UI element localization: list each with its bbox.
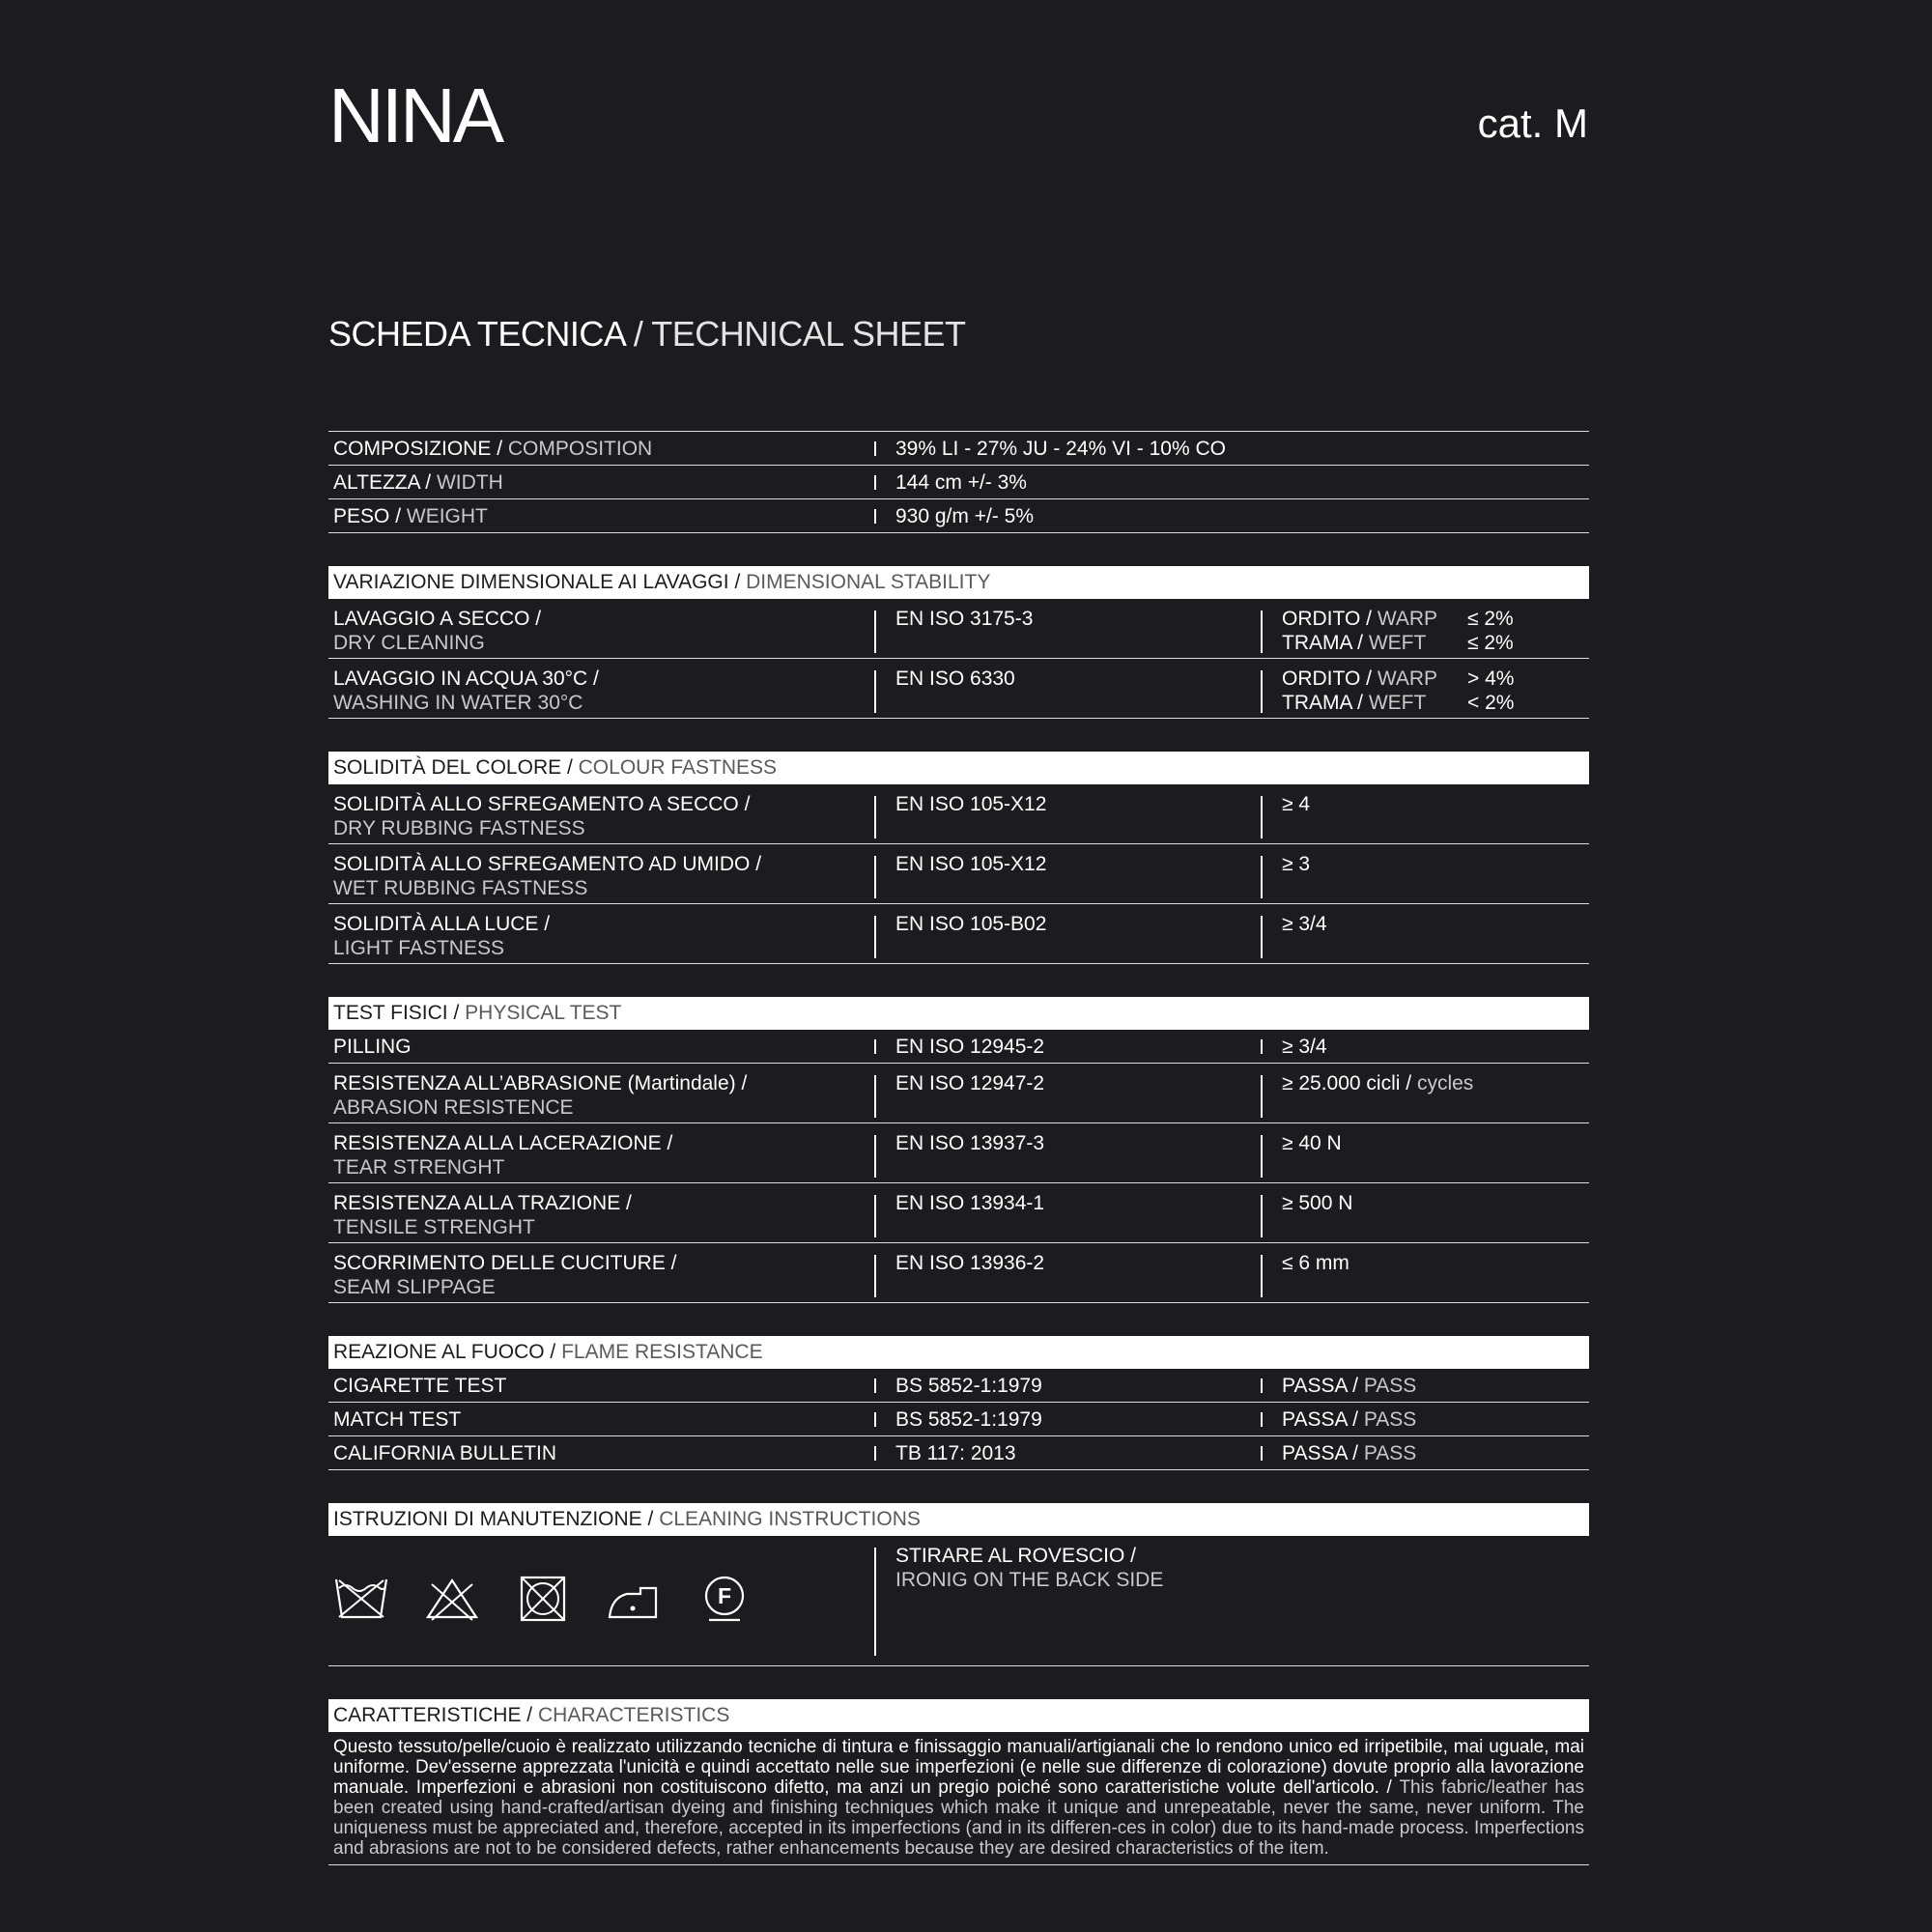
weft-value: ≤ 2% [1467,632,1514,654]
cleaning-header-en: CLEANING INSTRUCTIONS [659,1508,921,1530]
seam-slippage-row [328,1243,1589,1303]
dry-rubbing-value: ≥ 4 [1261,792,1310,816]
abrasion-result: ≥ 25.000 cicli / cycles [1261,1071,1473,1095]
dry-cleaning-standard: EN ISO 3175-3 [874,607,1033,631]
warp-label-it: ORDITO [1282,608,1361,630]
do-not-tumble-dry-icon [515,1575,571,1623]
warp-label-en: WARP [1377,668,1438,690]
abrasion-value-en: cycles [1416,1072,1474,1094]
tensile-standard: EN ISO 13934-1 [874,1191,1044,1215]
cigarette-test-standard: BS 5852-1:1979 [874,1374,1042,1398]
flame-resistance-header: REAZIONE AL FUOCO / FLAME RESISTANCE [328,1336,1589,1369]
abrasion-row [328,1064,1589,1123]
tear-row [328,1123,1589,1183]
dry-cleaning-label-it: LAVAGGIO A SECCO / [333,608,542,630]
composition-row: COMPOSIZIONE / COMPOSITION 39% LI - 27% JU - 24% VI - 10% CO [328,431,1589,466]
seam-slippage-value: ≤ 6 mm [1261,1251,1350,1275]
ironing-note-en: IRONIG ON THE BACK SIDE [895,1569,1164,1591]
abrasion-standard: EN ISO 12947-2 [874,1071,1044,1095]
tear-standard: EN ISO 13937-3 [874,1131,1044,1155]
weft-label-it: TRAMA [1282,632,1352,654]
dry-rubbing-label-it: SOLIDITÀ ALLO SFREGAMENTO A SECCO / [333,793,751,815]
weft-label-en: WEFT [1368,632,1427,654]
do-not-bleach-icon [424,1575,480,1623]
dry-rubbing-label-en: DRY RUBBING FASTNESS [333,817,585,839]
characteristics-text-en: This fabric/leather has been created using hand-crafted/artisan dyeing and finishing techniques which make it unique and unrepeatable, never the same, never uniform. The uniqueness must be appreciated and, therefore, accepted in its imperfections (and in its differen-ces in color) due to its hand-made process. Imperfections and abrasions are not to be considered defects, rather enhancements because they are desired characteristics of the item. [333,1777,1584,1859]
dry-clean-f-icon [696,1575,753,1623]
seam-slippage-standard: EN ISO 13936-2 [874,1251,1044,1275]
result-it: PASSA [1282,1442,1348,1464]
width-row: ALTEZZA / WIDTH 144 cm +/- 3% [328,466,1589,499]
tensile-label-it: RESISTENZA ALLA TRAZIONE / [333,1192,632,1214]
result-en: PASS [1363,1375,1417,1397]
light-fastness-value: ≥ 3/4 [1261,912,1327,936]
light-fastness-row [328,904,1589,964]
result-it: PASSA [1282,1408,1348,1431]
dry-cleaning-results: ORDITO / WARP ≤ 2% TRAMA / WEFT ≤ 2% [1261,607,1514,655]
weight-row: PESO / WEIGHT 930 g/m +/- 5% [328,499,1589,533]
physical-header-en: PHYSICAL TEST [465,1002,622,1024]
weft-value: < 2% [1467,692,1515,714]
sheet-title-en: TECHNICAL SHEET [651,314,966,354]
result-it: PASSA [1282,1375,1348,1397]
pilling-standard: EN ISO 12945-2 [874,1035,1044,1059]
characteristics-text [328,1732,1589,1865]
warp-label-it: ORDITO [1282,668,1361,690]
pilling-label: PILLING [333,1036,412,1058]
cigarette-test-row [328,1369,1589,1403]
weight-label-en: WEIGHT [406,505,488,527]
svg-text:F: F [717,1583,732,1608]
tear-label-it: RESISTENZA ALLA LACERAZIONE / [333,1132,673,1154]
wet-rubbing-label-it: SOLIDITÀ ALLO SFREGAMENTO AD UMIDO / [333,853,762,875]
cleaning-row [328,1536,1589,1666]
flame-header-en: FLAME RESISTANCE [561,1341,763,1363]
colour-header-en: COLOUR FASTNESS [578,756,778,779]
width-value: 144 cm +/- 3% [874,470,1027,495]
dry-cleaning-label-en: DRY CLEANING [333,632,485,654]
product-category: cat. M [1477,100,1588,146]
california-bulletin-label: CALIFORNIA BULLETIN [333,1442,557,1464]
water-wash-label-it: LAVAGGIO IN ACQUA 30°C / [333,668,599,690]
water-wash-results: ORDITO / WARP > 4% TRAMA / WEFT < 2% [1261,667,1514,715]
sheet-title-it: SCHEDA TECNICA [328,314,625,354]
california-bulletin-standard: TB 117: 2013 [874,1441,1016,1465]
tensile-label-en: TENSILE STRENGHT [333,1216,535,1238]
sheet-title [328,314,966,355]
wet-rubbing-label-en: WET RUBBING FASTNESS [333,877,588,899]
dimensional-header-it: VARIAZIONE DIMENSIONALE AI LAVAGGI [333,571,729,593]
light-fastness-label-it: SOLIDITÀ ALLA LUCE / [333,913,551,935]
physical-header-it: TEST FISICI [333,1002,448,1024]
wet-rubbing-value: ≥ 3 [1261,852,1310,876]
light-fastness-label-en: LIGHT FASTNESS [333,937,504,959]
product-title: NINA [328,72,502,158]
composition-value: 39% LI - 27% JU - 24% VI - 10% CO [874,437,1226,461]
composition-label-it: COMPOSIZIONE [333,438,492,460]
match-test-result: PASSA / PASS [1261,1407,1416,1432]
colour-fastness-header: SOLIDITÀ DEL COLORE / COLOUR FASTNESS [328,752,1589,784]
warp-label-en: WARP [1377,608,1438,630]
tensile-value: ≥ 500 N [1261,1191,1352,1215]
cleaning-header-it: ISTRUZIONI DI MANUTENZIONE [333,1508,642,1530]
seam-slippage-label-it: SCORRIMENTO DELLE CUCITURE / [333,1252,677,1274]
width-label-it: ALTEZZA [333,471,420,494]
result-en: PASS [1363,1442,1417,1464]
dimensional-header-en: DIMENSIONAL STABILITY [746,571,991,593]
match-test-row [328,1403,1589,1436]
water-wash-row [328,659,1589,719]
physical-test-header: TEST FISICI / PHYSICAL TEST [328,997,1589,1030]
dry-cleaning-row [328,599,1589,659]
flame-header-it: REAZIONE AL FUOCO [333,1341,545,1363]
california-bulletin-row [328,1436,1589,1470]
cigarette-test-result: PASSA / PASS [1261,1374,1416,1398]
ironing-note [874,1544,1163,1592]
seam-slippage-label-en: SEAM SLIPPAGE [333,1276,496,1298]
match-test-label: MATCH TEST [333,1408,462,1431]
dimensional-stability-header: VARIAZIONE DIMENSIONALE AI LAVAGGI / DIMENSIONAL STABILITY [328,566,1589,599]
care-symbols [333,1575,753,1623]
dry-rubbing-standard: EN ISO 105-X12 [874,792,1046,816]
characteristics-header-it: CARATTERISTICHE [333,1704,522,1726]
warp-value: > 4% [1467,668,1515,690]
water-wash-standard: EN ISO 6330 [874,667,1015,691]
abrasion-label-it: RESISTENZA ALL’ABRASIONE (Martindale) / [333,1072,748,1094]
characteristics-header: CARATTERISTICHE / CHARACTERISTICS [328,1699,1589,1732]
weft-label-it: TRAMA [1282,692,1352,714]
weight-label-it: PESO [333,505,390,527]
pilling-value: ≥ 3/4 [1261,1035,1327,1059]
abrasion-label-en: ABRASION RESISTENCE [333,1096,574,1119]
warp-value: ≤ 2% [1467,608,1514,630]
do-not-wash-icon [333,1575,389,1623]
colour-header-it: SOLIDITÀ DEL COLORE [333,756,562,779]
tear-value: ≥ 40 N [1261,1131,1342,1155]
width-label-en: WIDTH [436,471,503,494]
light-fastness-standard: EN ISO 105-B02 [874,912,1046,936]
abrasion-value: ≥ 25.000 cicli [1282,1072,1401,1094]
characteristics-text-it: Questo tessuto/pelle/cuoio è realizzato utilizzando tecniche di tintura e finissaggio manuali/artigianali che lo rendono unico ed irripetibile, mai uguale, mai uniforme. Dev'esserne apprezzata l'unicità e quindi accettato nelle sue imperfezioni (e nelle sue differenze di colorazione) dovute proprio alla lavorazione manuale. Imperfezioni e abrasioni non costituiscono difetto, ma anzi un pregio poiché sono caratteristiche volute dell'articolo. / [333,1737,1584,1798]
wet-rubbing-standard: EN ISO 105-X12 [874,852,1046,876]
result-en: PASS [1363,1408,1417,1431]
match-test-standard: BS 5852-1:1979 [874,1407,1042,1432]
spec-table [328,431,1589,1865]
tensile-row [328,1183,1589,1243]
pilling-row [328,1030,1589,1064]
composition-label-en: COMPOSITION [507,438,653,460]
sheet-title-sep: / [624,314,652,354]
dry-rubbing-row [328,784,1589,844]
water-wash-label-en: WASHING IN WATER 30°C [333,692,583,714]
california-bulletin-result: PASSA / PASS [1261,1441,1416,1465]
iron-low-icon [606,1575,662,1623]
tear-label-en: TEAR STRENGHT [333,1156,505,1179]
characteristics-header-en: CHARACTERISTICS [537,1704,730,1726]
weight-value: 930 g/m +/- 5% [874,504,1034,528]
cigarette-test-label: CIGARETTE TEST [333,1375,507,1397]
weft-label-en: WEFT [1368,692,1427,714]
ironing-note-it: STIRARE AL ROVESCIO / [895,1545,1136,1567]
wet-rubbing-row [328,844,1589,904]
cleaning-instructions-header: ISTRUZIONI DI MANUTENZIONE / CLEANING INSTRUCTIONS [328,1503,1589,1536]
